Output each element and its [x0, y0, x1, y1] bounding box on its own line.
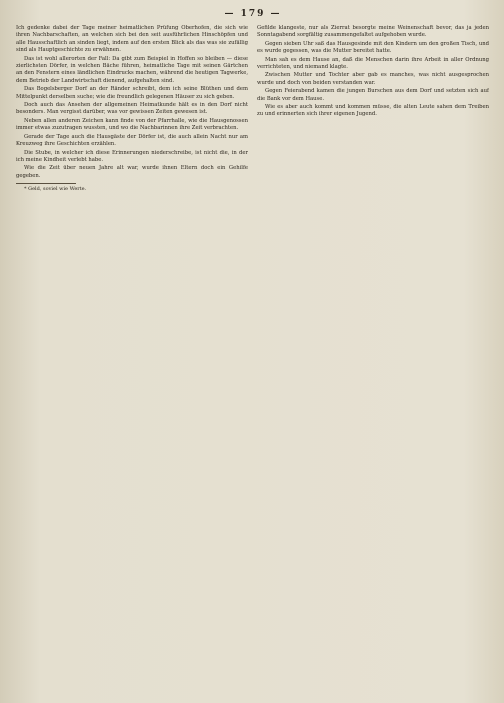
- paragraph: Das Bogelsberger Dorf an der Ränder schreibt, dem ich seine Blüthen und dem Mittelpunkt derselben suche; wie die freundlich gelegenen Häuser zu sich geben.: [16, 86, 248, 100]
- page-number: — 179 —: [224, 9, 282, 19]
- paragraph: Wie es aber auch kommt und kommen müsse, die alten Leute sahen dem Treiben zu und erinnerten sich ihrer eigenen Jugend.: [257, 104, 489, 118]
- text-columns: [16, 25, 490, 697]
- footnote: * Geld, soviel wie Werte.: [24, 186, 87, 193]
- paragraph: Ich gedenke dabei der Tage meiner heimatlichen Prüfung Oberhofen, die sich wie ihren Nachbarschaften, an welchen sich bei den seit ausführlichen Hinschöpfen und alle Hausschaftlich an sinden liegt, indem auf den ersten Blick als das was sie zufällig sind als Hauptgeschichte zu erwähnen.: [16, 25, 248, 54]
- paragraph: Man sah es dem Hause an, daß die Menschen darin ihre Arbeit in aller Ordnung verrichteten, und niemand klagte.: [257, 56, 489, 71]
- left-column: [16, 25, 248, 697]
- paragraph: Gegen sieben Uhr saß das Hausgesinde mit den Kindern um den großen Tisch, und es wurde gegessen, was die Mutter bereitet hatte.: [257, 40, 489, 55]
- paragraph: Das ist wohl allerorten der Fall: Da gibt zum Beispiel in Hoffen so bleiben — diese zierlichsten Dörfer, in welchen Bäche führen, heimatliche Tage mit seinen Gärtchen an den Fenstern eines ländlichen Eindrucks machen, während die heutigen Tagwerke, dem Betrieb der Landwirtschaft dienend, aufgehalten sind.: [16, 55, 248, 84]
- footnote-divider: [16, 183, 76, 184]
- paragraph: Neben allen anderen Zeichen kann finde von der Pfarrhalle, wie die Hausgenossen immer etwas zuzutragen wussten, und wo die Nachbarinnen ihre Zeit verbrachten.: [16, 117, 248, 132]
- paragraph: Doch auch das Ansehen der allgemeinen Heimatkunde hält es in den Dorf nicht besonders. Man vergisst darüber, was vor gewissen Zeiten gewesen ist.: [16, 102, 248, 116]
- paragraph: Wie die Zeit über neuen Jahre alt war, wurde ihnen Eltern doch ein Gehilfe gegeben.: [16, 165, 248, 179]
- right-column: [257, 25, 489, 697]
- paragraph: Gefilde klangeste, nur als Zierrat besorgte meine Weinenschaft bevor, das ja jeden Sonntagabend sorgfältig zusammengefaltet aufgehoben wurde.: [257, 25, 489, 39]
- paragraph: Gegen Feierabend kamen die jungen Burschen aus dem Dorf und setzten sich auf die Bank vor dem Hause.: [257, 88, 489, 102]
- paragraph: Die Stube, in welcher ich diese Erinnerungen niederschreibe, ist nicht die, in der ich meine Kindheit verlebt habe.: [16, 149, 248, 163]
- paragraph: Zwischen Mutter und Tochter aber gab es manches, was nicht ausgesprochen wurde und doch von beiden verstanden war.: [257, 72, 489, 86]
- page-header: [16, 6, 490, 22]
- paragraph: Gerade der Tage auch die Hausgäste der Dörfer ist, die auch allein Nacht nur am Kreuzweg ihre Geschichten erzählen.: [16, 133, 248, 148]
